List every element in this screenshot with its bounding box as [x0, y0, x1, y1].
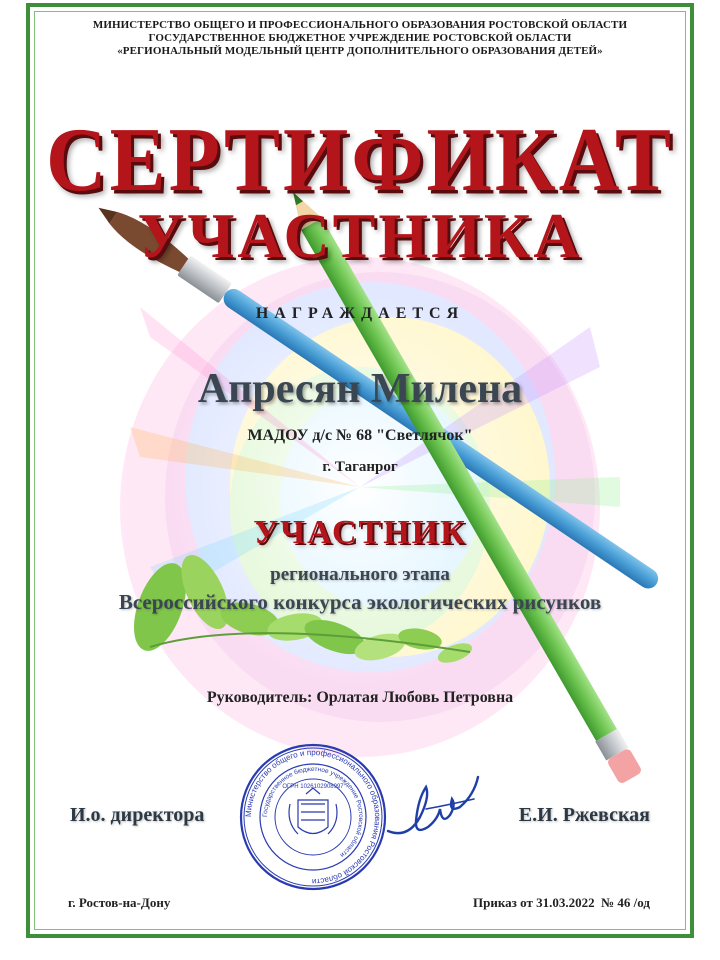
certificate-subtitle: УЧАСТНИКА: [137, 200, 583, 271]
seal-outer-text: Министерство общего и профессионального образования Ростовской области: [243, 747, 383, 887]
signatory-name: Е.И. Ржевская: [518, 804, 650, 826]
header-line-3: «РЕГИОНАЛЬНЫЙ МОДЕЛЬНЫЙ ЦЕНТР ДОПОЛНИТЕЛЬНОГО ОБРАЗОВАНИЯ ДЕТЕЙ»: [117, 45, 603, 57]
order-reference: Приказ от 31.03.2022 № 46 /од: [473, 895, 650, 910]
status-title: УЧАСТНИК: [253, 514, 467, 551]
seal-ogrn: ОГРН 1026102908997: [282, 784, 344, 790]
seal-inner-text: Государственное бюджетное учреждение Ростовской области: [261, 765, 365, 859]
handwritten-signature: [378, 769, 488, 849]
recipient-name: Апресян Милена: [197, 366, 523, 412]
contest-stage: регионального этапа: [270, 564, 450, 585]
contest-name: Всероссийского конкурса экологических рисунков: [118, 590, 602, 614]
leader: Руководитель: Орлатая Любовь Петровна: [206, 689, 514, 706]
certificate-frame: [26, 3, 694, 938]
issue-city: г. Ростов-на-Дону: [68, 895, 171, 910]
awarded-label: НАГРАЖДАЕТСЯ: [255, 305, 465, 322]
official-seal: [238, 742, 388, 892]
certificate-title: СЕРТИФИКАТ: [45, 110, 675, 211]
coat-of-arms-icon: [289, 788, 337, 834]
recipient-organization: МАДОУ д/с № 68 "Светлячок": [247, 427, 473, 444]
signatory-title: И.о. директора: [70, 804, 205, 826]
recipient-city: г. Таганрог: [322, 459, 398, 475]
header-line-2: ГОСУДАРСТВЕННОЕ БЮДЖЕТНОЕ УЧРЕЖДЕНИЕ РОСТОВСКОЙ ОБЛАСТИ: [148, 32, 572, 44]
header-line-1: МИНИСТЕРСТВО ОБЩЕГО И ПРОФЕССИОНАЛЬНОГО ОБРАЗОВАНИЯ РОСТОВСКОЙ ОБЛАСТИ: [92, 19, 628, 31]
